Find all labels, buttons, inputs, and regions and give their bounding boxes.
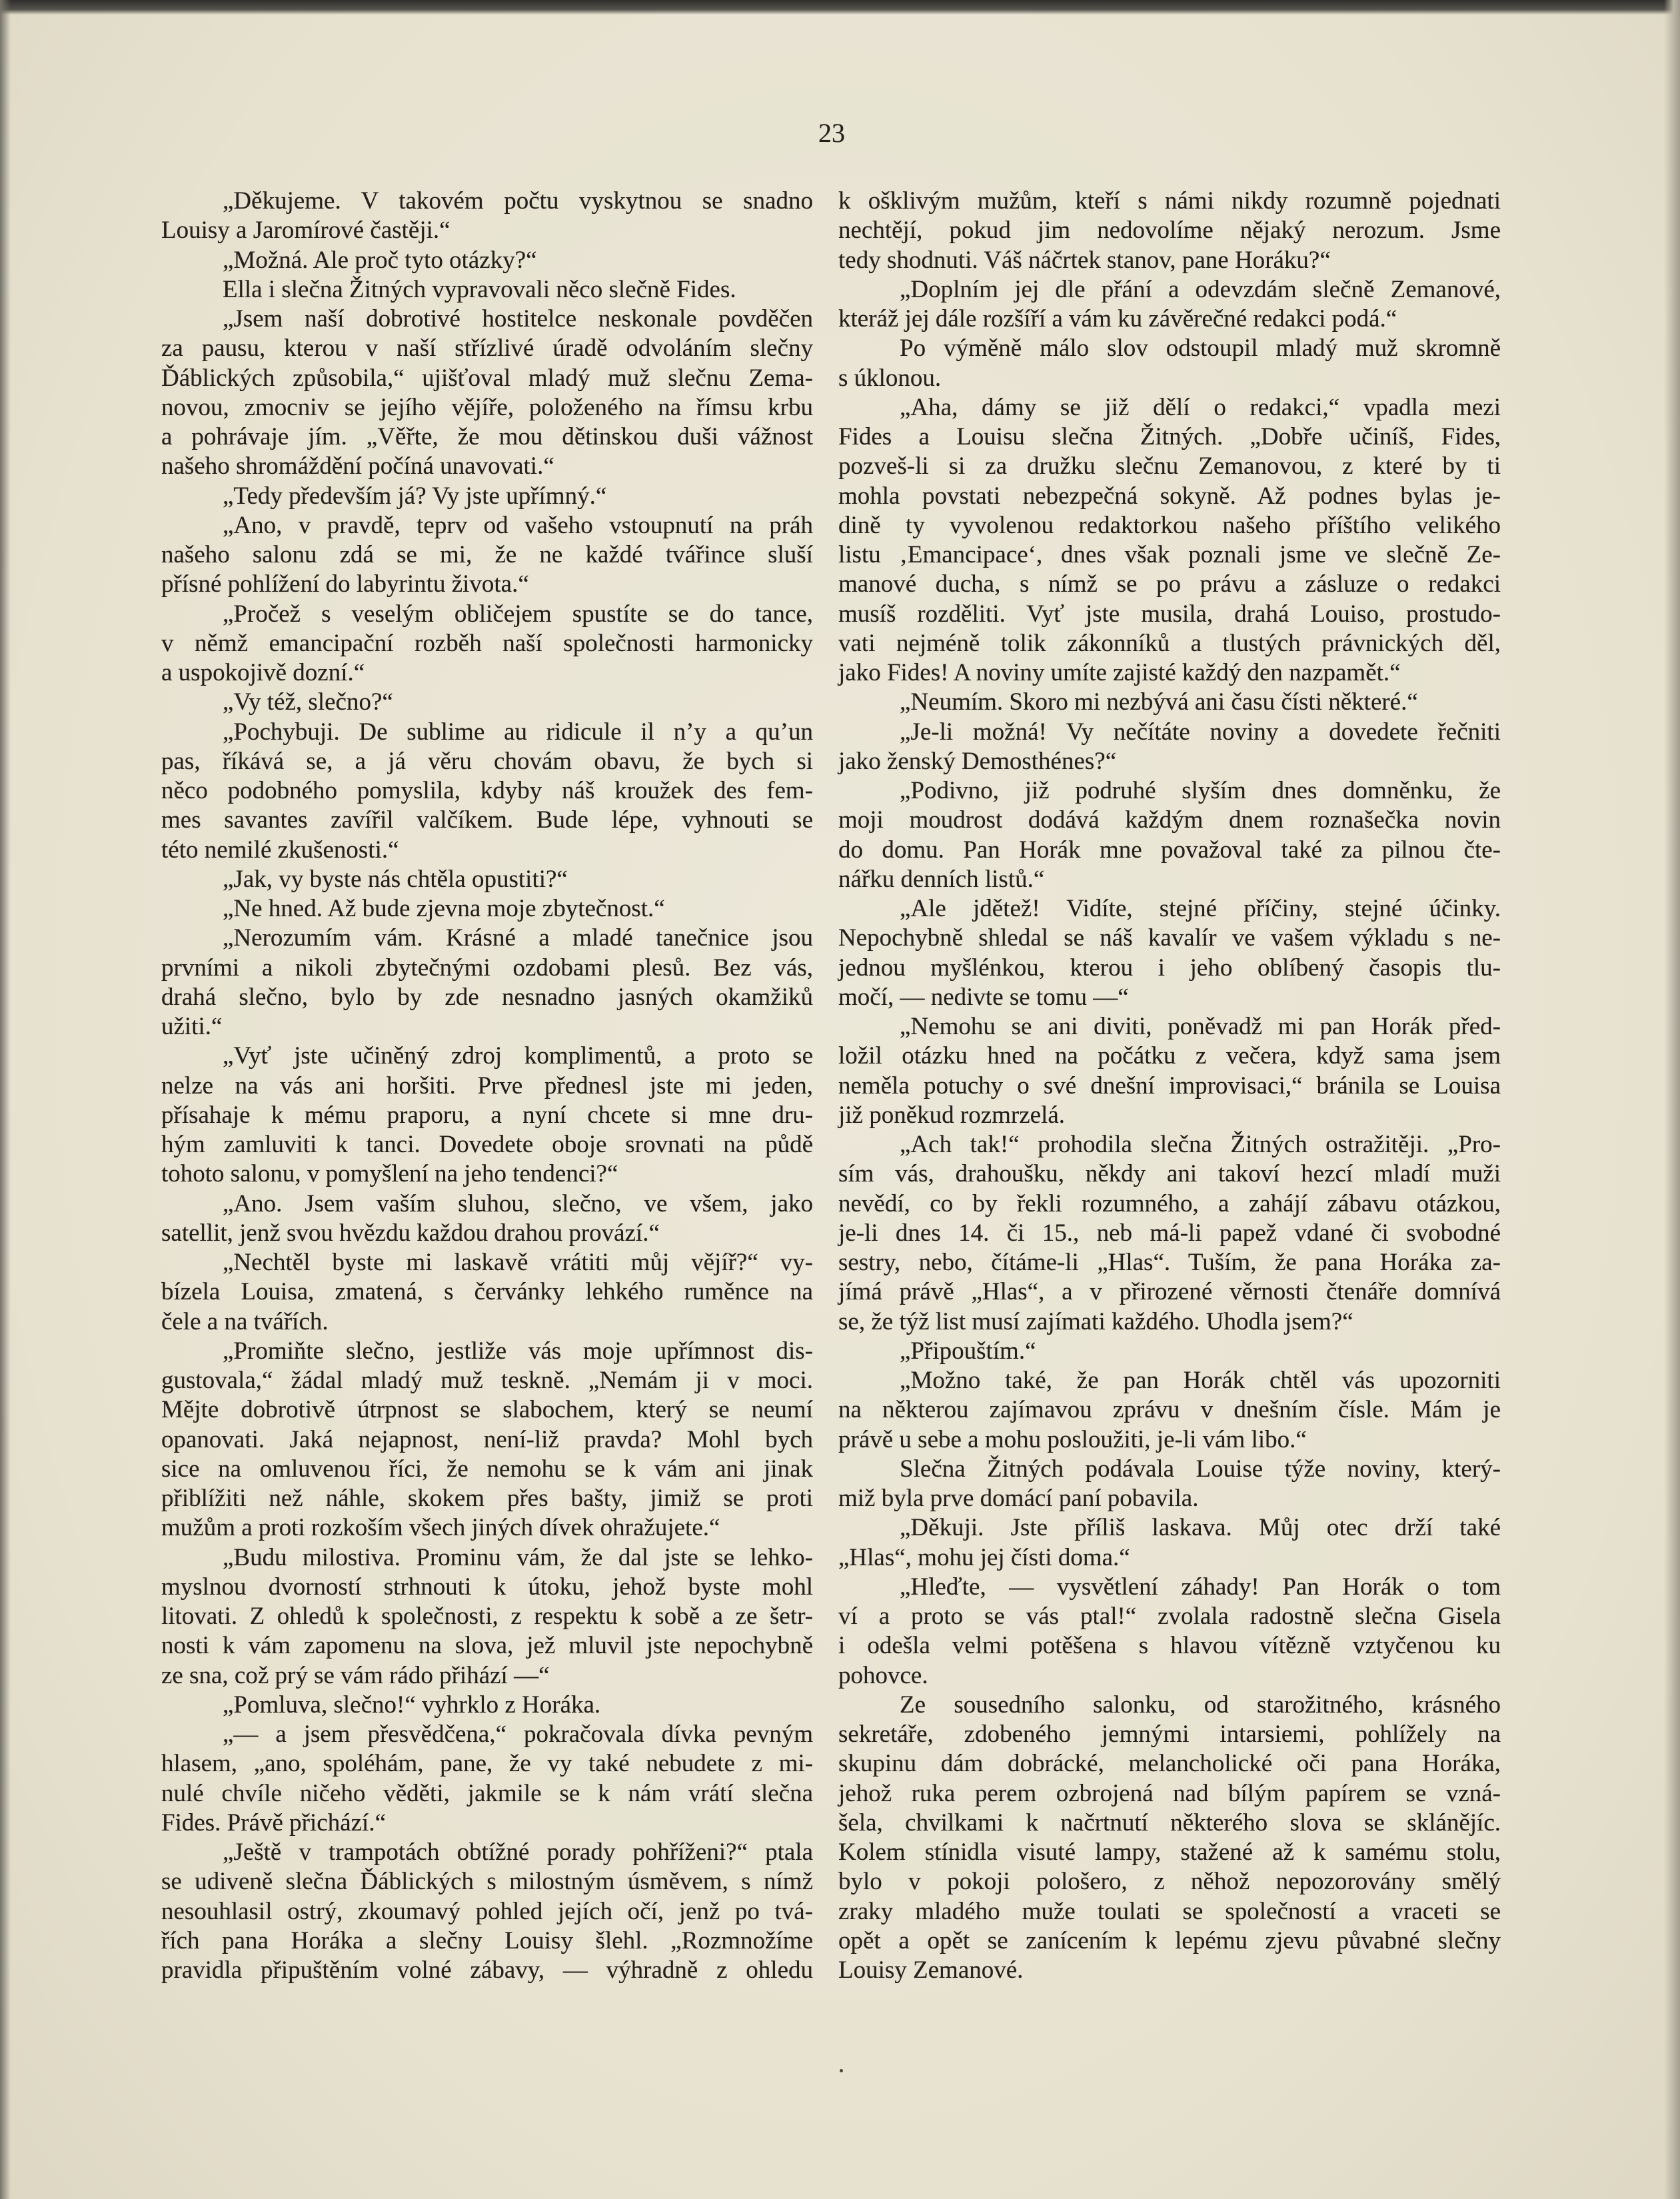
paragraph xyxy=(161,718,813,865)
paragraph xyxy=(161,187,813,246)
text-line: satellit, jenž svou hvězdu každou drahou provází.“ xyxy=(161,1219,660,1247)
paragraph xyxy=(161,865,813,894)
text-line: gustovala,“ žádal mladý muž teskně. „Nemám ji v moci. xyxy=(161,1367,813,1394)
paragraph xyxy=(161,1189,813,1249)
text-line: hým zamluviti k tanci. Dovedete oboje srovnati na půdě xyxy=(161,1131,813,1158)
paragraph xyxy=(161,894,813,924)
text-line: prvními a nikoli zbytečnými ozdobami plesů. Bez vás, xyxy=(161,954,813,982)
text-line: „Vyť jste učiněný zdroj komplimentů, a proto se xyxy=(223,1042,813,1070)
page-number: 23 xyxy=(818,118,845,148)
text-line: a uspokojivě dozní.“ xyxy=(161,659,365,686)
text-line: vati nejméně tolik zákonníků a tlustých právnických děl, xyxy=(838,629,1501,657)
text-line: mohla povstati nebezpečná sokyně. Až podnes bylas je- xyxy=(838,482,1501,510)
text-line: listu ‚Emancipace‘, dnes však poznali jsme ve slečně Ze- xyxy=(838,541,1501,568)
text-line: „Pochybuji. De sublime au ridicule il n’y a qu’un xyxy=(223,718,813,746)
text-line: řích pana Horáka a slečny Louisy šlehl. „Rozmnožíme xyxy=(161,1926,813,1954)
text-line: nevědí, co by řekli rozumného, a zahájí zábavu otázkou, xyxy=(838,1189,1501,1217)
paragraph xyxy=(161,482,813,511)
text-line: „Pročež s veselým obličejem spustíte se do tance, xyxy=(223,600,813,628)
text-line: „Nemohu se ani diviti, poněvadž mi pan Horák před- xyxy=(900,1013,1501,1040)
text-line: „Nerozumím vám. Krásné a mladé tanečnice jsou xyxy=(223,924,813,952)
text-line: novou, zmocniv se jejího vějíře, položeného na římsu krbu xyxy=(161,393,813,421)
text-line: „Děkujeme. V takovém počtu vyskytnou se snadno xyxy=(223,187,813,215)
paragraph xyxy=(838,334,1501,393)
text-line: „Hleďte, — vysvětlení záhady! Pan Horák o tom xyxy=(900,1573,1501,1601)
text-line: ví a proto se vás ptal!“ zvolala radostně slečna Gisela xyxy=(838,1603,1501,1630)
text-line: jímá právě „Hlas“, a v přirozené věrnosti čtenáře domnívá xyxy=(838,1278,1501,1306)
paragraph xyxy=(161,924,813,1042)
text-line: „Jsem naší dobrotivé hostitelce neskonale povděčen xyxy=(223,305,813,333)
paragraph xyxy=(838,718,1501,777)
text-line: s úklonou. xyxy=(838,364,942,392)
text-line: „Promiňte slečno, jestliže vás moje upřímnost dis- xyxy=(223,1337,813,1365)
paragraph xyxy=(838,1691,1501,1986)
text-line: „Neumím. Skoro mi nezbývá ani času čísti některé.“ xyxy=(900,688,1418,716)
text-line: „Pomluva, slečno!“ vyhrklo z Horáka. xyxy=(223,1691,601,1719)
text-line: „Doplním jej dle přání a odevzdám slečně Zemanové, xyxy=(900,275,1501,303)
text-line: Nepochybně shledal se náš kavalír ve vašem výkladu s ne- xyxy=(838,924,1501,952)
text-line: pohovce. xyxy=(838,1661,928,1689)
text-line: močí, — nedivte se tomu —“ xyxy=(838,983,1129,1011)
text-line: sice na omluvenou říci, že nemohu se k vám ani jinak xyxy=(161,1455,813,1483)
paragraph xyxy=(838,1366,1501,1455)
right-column xyxy=(838,187,1501,1985)
text-line: dině ty vyvolenou redaktorkou našeho příštího velikého xyxy=(838,511,1501,539)
text-line: „Jak, vy byste nás chtěla opustiti?“ xyxy=(223,865,568,893)
text-line: tedy shodnuti. Váš náčrtek stanov, pane Horáku?“ xyxy=(838,246,1331,274)
paragraph xyxy=(161,1337,813,1543)
text-line: „Budu milostiva. Prominu vám, že dal jste se lehko- xyxy=(223,1543,813,1571)
paragraph xyxy=(838,776,1501,894)
text-line: našeho salonu zdá se mi, že ne každé tvářince sluší xyxy=(161,541,813,568)
text-line: „Možná. Ale proč tyto otázky?“ xyxy=(223,246,537,274)
text-line: „— a jsem přesvědčena,“ pokračovala dívka pevným xyxy=(223,1721,813,1748)
paragraph xyxy=(161,275,813,305)
text-line: „Tedy především já? Vy jste upřímný.“ xyxy=(223,482,607,510)
paragraph xyxy=(161,1042,813,1189)
text-line: Ze sousedního salonku, od starožitného, krásného xyxy=(900,1691,1501,1719)
text-line: „Ale jdětež! Vidíte, stejné příčiny, stejné účinky. xyxy=(900,895,1501,922)
text-line: nesouhlasil ostrý, zkoumavý pohled jejích očí, jenž po tvá- xyxy=(161,1897,813,1925)
text-line: sestry, nebo, čítáme-li „Hlas“. Tuším, že pana Horáka za- xyxy=(838,1249,1501,1276)
scan-edge-left xyxy=(0,0,11,2199)
text-line: „Děkuji. Jste příliš laskava. Můj otec drží také xyxy=(900,1514,1501,1542)
paragraph xyxy=(161,1720,813,1838)
text-line: je-li dnes 14. či 15., neb má-li papež vdané či svobodné xyxy=(838,1219,1501,1247)
text-line: sím vás, drahoušku, někdy ani takoví hezcí mladí muži xyxy=(838,1160,1501,1188)
paragraph xyxy=(838,1513,1501,1573)
text-line: sekretáře, zdobeného jemnými intarsiemi, pohlížely na xyxy=(838,1721,1501,1748)
text-line: a pohrávaje jím. „Věřte, že mou dětinskou duši vážnost xyxy=(161,423,813,450)
text-line: Fides a Louisu slečna Žitných. „Dobře učiníš, Fides, xyxy=(838,423,1501,450)
paragraph xyxy=(838,1337,1501,1366)
text-line: ložil otázku hned na počátku z večera, když sama jsem xyxy=(838,1042,1501,1070)
left-column xyxy=(161,187,813,1985)
text-line: za pausu, kterou v naší střízlivé úradě odvoláním slečny xyxy=(161,335,813,363)
text-line: „Ještě v trampotách obtížné porady pohříženi?“ ptala xyxy=(223,1838,813,1866)
text-line: jako ženský Demosthénes?“ xyxy=(838,747,1117,775)
text-line: přísahaje k mému praporu, a nyní chcete si mne dru- xyxy=(161,1101,813,1129)
text-line: mes savantes zavířil valčíkem. Bude lépe, vyhnouti se xyxy=(161,806,813,834)
text-line: pas, říkává se, a já věru chovám obavu, že bych si xyxy=(161,747,813,775)
text-line: musíš rozděliti. Vyť jste musila, drahá Louiso, prostudo- xyxy=(838,600,1501,628)
text-line: Kolem stínidla visuté lampy, stažené až k samému stolu, xyxy=(838,1838,1501,1866)
text-line: „Ano. Jsem vaším sluhou, slečno, ve všem, jako xyxy=(223,1189,813,1217)
text-line: „Ne hned. Až bude zjevna moje zbytečnost.“ xyxy=(223,895,665,922)
text-line: drahá slečno, bylo by zde nesnadno jasných okamžiků xyxy=(161,983,813,1011)
text-line: Louisy a Jaromírové častěji.“ xyxy=(161,217,450,245)
text-line: Mějte dobrotivě útrpnost se slabochem, který se neumí xyxy=(161,1396,813,1424)
paragraph xyxy=(838,1573,1501,1691)
text-line: v němž emancipační rozběh naší společnosti harmonicky xyxy=(161,629,813,657)
text-line: této nemilé zkušenosti.“ xyxy=(161,836,399,864)
paragraph xyxy=(161,246,813,275)
text-line: čele a na tvářích. xyxy=(161,1307,329,1335)
text-line: Po výměně málo slov odstoupil mladý muž skromně xyxy=(900,335,1501,363)
text-line: skupinu dám dobrácké, melancholické oči pana Horáka, xyxy=(838,1750,1501,1778)
text-line: právě u sebe a mohu posloužiti, je-li vám libo.“ xyxy=(838,1425,1307,1453)
text-line: manové ducha, s nímž se po právu a zásluze o redakci xyxy=(838,570,1501,598)
text-line: moji moudrost dodává každým dnem roznašečka novin xyxy=(838,806,1501,834)
text-line: Ďáblických způsobila,“ ujišťoval mladý muž slečnu Zema- xyxy=(161,364,813,392)
text-line: k ošklivým mužům, kteří s námi nikdy rozumně pojednati xyxy=(838,187,1501,215)
text-line: Ella i slečna Žitných vypravovali něco slečně Fides. xyxy=(223,275,736,303)
text-line: do domu. Pan Horák mne považoval také za pilnou čte- xyxy=(838,836,1501,864)
text-line: již poněkud rozmrzelá. xyxy=(838,1101,1066,1129)
text-line: „Možno také, že pan Horák chtěl vás upozorniti xyxy=(900,1367,1501,1394)
text-line: „Aha, dámy se již dělí o redakci,“ vpadla mezi xyxy=(900,393,1501,421)
paragraph xyxy=(838,393,1501,688)
paragraph xyxy=(838,1130,1501,1337)
paragraph xyxy=(161,511,813,600)
text-line: hlasem, „ano, spoléhám, pane, že vy také nebudete z mi- xyxy=(161,1750,813,1778)
text-line: „Hlas“, mohu jej čísti doma.“ xyxy=(838,1543,1130,1571)
text-line: nulé chvíle ničeho věděti, jakmile se k nám vrátí slečna xyxy=(161,1779,813,1807)
paragraph xyxy=(161,688,813,717)
paragraph xyxy=(161,1691,813,1720)
paragraph xyxy=(838,1455,1501,1514)
paragraph xyxy=(161,1248,813,1337)
paragraph xyxy=(161,1543,813,1691)
text-line: přísné pohlížení do labyrintu života.“ xyxy=(161,570,529,598)
text-line: přiblížiti než náhle, skokem přes bašty, jimiž se proti xyxy=(161,1485,813,1512)
text-line: pravidla připuštěním volné zábavy, — výhradně z ohledu xyxy=(161,1956,813,1984)
text-line: užiti.“ xyxy=(161,1013,223,1040)
paragraph xyxy=(838,1012,1501,1130)
text-line: jednou myšlénkou, kterou i jeho oblíbený časopis tlu- xyxy=(838,954,1501,982)
paragraph xyxy=(838,187,1501,275)
paragraph xyxy=(838,894,1501,1012)
paragraph xyxy=(161,600,813,688)
text-line: pozveš-li si za družku slečnu Zemanovou, z které by ti xyxy=(838,452,1501,480)
text-line: ze sna, což prý se vám rádo přihází —“ xyxy=(161,1661,550,1689)
scan-edge-top xyxy=(0,0,1680,15)
text-line: zraky mladého muže toulati se společností a vraceti se xyxy=(838,1897,1501,1925)
paragraph xyxy=(838,275,1501,335)
text-line: kteráž jej dále rozšíří a vám ku závěrečné redakci podá.“ xyxy=(838,305,1397,333)
text-line: na některou zajímavou zprávu v dnešním čísle. Mám je xyxy=(838,1396,1501,1424)
text-line: nářku denních listů.“ xyxy=(838,865,1045,893)
text-line: nosti k vám zapomenu na slova, jež mluvil jste nepochybně xyxy=(161,1632,813,1660)
text-line: našeho shromáždění počíná unavovati.“ xyxy=(161,452,554,480)
text-line: bylo v pokoji pološero, z něhož nepozorovány smělý xyxy=(838,1868,1501,1896)
text-line: se udiveně slečna Ďáblických s milostným úsměvem, s nímž xyxy=(161,1868,813,1896)
text-line: nelze na vás ani horšiti. Prve přednesl jste mi jeden, xyxy=(161,1072,813,1100)
text-line: Fides. Právě přichází.“ xyxy=(161,1809,386,1836)
text-line: šela, chvilkami k načrtnutí některého slova se sklánějíc. xyxy=(838,1809,1501,1836)
text-line: „Je-li možná! Vy nečítáte noviny a dovedete řečniti xyxy=(900,718,1501,746)
text-line: mužům a proti rozkoším všech jiných dívek ohražujete.“ xyxy=(161,1514,720,1542)
text-line: „Podivno, již podruhé slyším dnes domněnku, že xyxy=(900,777,1501,804)
text-line: „Ach tak!“ prohodila slečna Žitných ostražitěji. „Pro- xyxy=(900,1131,1501,1158)
text-line: i odešla velmi potěšena s hlavou vítězně vztyčenou ku xyxy=(838,1632,1501,1660)
text-line: nechtějí, pokud jim nedovolíme nějaký nerozum. Jsme xyxy=(838,217,1501,245)
paragraph xyxy=(161,305,813,482)
text-line: jako Fides! A noviny umíte zajisté každý den nazpamět.“ xyxy=(838,659,1401,686)
text-line: neměla potuchy o své dnešní improvisaci,“ bránila se Louisa xyxy=(838,1072,1501,1100)
text-line: „Připouštím.“ xyxy=(900,1337,1036,1365)
text-line: bízela Louisa, zmatená, s červánky lehkého ruměnce na xyxy=(161,1278,813,1306)
text-line: se, že týž list musí zajímati každého. Uhodla jsem?“ xyxy=(838,1307,1353,1335)
text-line: jehož ruka perem ozbrojená nad bílým papírem se vzná- xyxy=(838,1779,1501,1807)
text-line: něco podobného pomyslila, kdyby náš kroužek des fem- xyxy=(161,777,813,804)
text-line: Slečna Žitných podávala Louise týže noviny, který- xyxy=(900,1455,1501,1483)
paragraph xyxy=(838,688,1501,717)
text-line: litovati. Z ohledů k společnosti, z respektu k sobě a ze šetr- xyxy=(161,1603,813,1630)
text-line: „Nechtěl byste mi laskavě vrátiti můj vějíř?“ vy- xyxy=(223,1249,813,1276)
text-line: myslnou dvorností strhnouti k útoku, jehož byste mohl xyxy=(161,1573,813,1601)
text-line: opanovati. Jaká nejapnost, není-liž pravda? Mohl bych xyxy=(161,1425,813,1453)
text-line: Louisy Zemanové. xyxy=(838,1956,1024,1984)
scan-edge-right xyxy=(1664,0,1680,2199)
text-line: tohoto salonu, v pomyšlení na jeho tendenci?“ xyxy=(161,1160,618,1188)
ink-speck xyxy=(840,2069,843,2072)
text-line: opět a opět se zanícením k lepému zjevu půvabné slečny xyxy=(838,1926,1501,1954)
text-line: miž byla prve domácí paní pobavila. xyxy=(838,1485,1199,1512)
text-line: „Ano, v pravdě, teprv od vašeho vstoupnutí na práh xyxy=(223,511,813,539)
paragraph xyxy=(161,1838,813,1985)
text-line: „Vy též, slečno?“ xyxy=(223,688,393,716)
